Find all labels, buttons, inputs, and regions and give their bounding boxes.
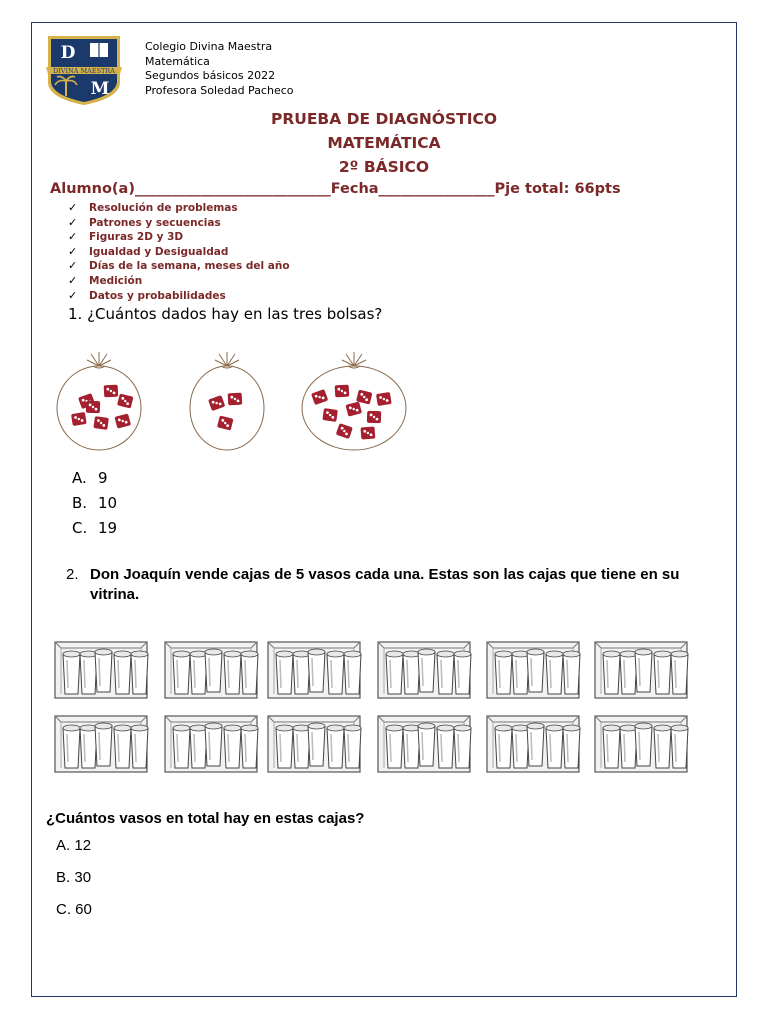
dice-bag [57,352,141,450]
glass [114,728,131,768]
glass-box [487,642,580,698]
glass [344,654,361,694]
glass-box [595,716,688,772]
glass [308,652,325,692]
glass [403,728,420,768]
school-name: Colegio Divina Maestra [145,40,273,53]
q1-option-a[interactable]: A. 9 [72,469,108,487]
glass [563,728,580,768]
glass [386,654,403,694]
die [335,385,350,398]
topic-item: ✓ Patrones y secuencias [68,215,221,229]
glass-box [268,716,361,772]
glass [224,728,241,768]
glass [512,728,529,768]
checkmark-icon: ✓ [68,288,78,302]
glass [495,654,512,694]
glass [241,728,258,768]
question-1 [68,305,382,323]
glass-box [165,642,258,698]
glass [654,654,671,694]
teacher: Profesora Soledad Pacheco [145,83,294,97]
glass [131,654,148,694]
glass [635,726,652,766]
glass [635,652,652,692]
q2-option-a[interactable]: A. 12 [56,837,92,854]
die [104,385,119,398]
glass [205,726,222,766]
glass [620,654,637,694]
checkmark-icon: ✓ [68,201,78,214]
glass [546,654,563,694]
glass [671,728,688,768]
glass [527,652,544,692]
glass-box [378,642,471,698]
glass-box [55,642,148,698]
question-2-text: Don Joaquín vende cajas de 5 vasos cada una. Estas son las cajas que tiene en su vitrina. [90,566,680,603]
q2-option-c[interactable]: C. 60 [56,901,92,918]
glass [437,654,454,694]
test-subject: MATEMÁTICA [327,134,441,152]
glass [173,728,190,768]
q1-option-b[interactable]: B. 10 [72,494,118,512]
glass [80,654,97,694]
glass [308,726,325,766]
dice-bag [302,352,406,450]
die [336,423,353,439]
die [93,416,109,430]
glass-box [595,642,688,698]
checkmark-icon: ✓ [68,215,78,229]
glass [454,728,471,768]
glass [276,654,293,694]
topic-item: ✓ Igualdad y Desigualdad [68,244,229,258]
glass [563,654,580,694]
question-2 [66,565,706,605]
topic-item: ✓ Figuras 2D y 3D [68,230,184,244]
grade-year: Segundos básicos 2022 [145,69,276,82]
glass [654,728,671,768]
subject: Matemática [145,54,210,68]
question-1-text: ¿Cuántos dados hay en las tres bolsas? [87,305,383,323]
school-logo [44,34,124,106]
die [322,408,338,422]
die [86,401,100,413]
question-1-number: 1. [68,305,83,323]
q2-option-b[interactable]: B. 30 [56,869,92,886]
glass [190,654,207,694]
glass [603,728,620,768]
topics-list [68,201,290,303]
test-title: PRUEBA DE DIAGNÓSTICO [270,110,498,128]
glass [386,728,403,768]
logo-letter-m: M [90,79,110,99]
glass [620,728,637,768]
glass [276,728,293,768]
die [376,392,392,406]
glass-box [165,716,258,772]
q1-option-c[interactable]: C. 19 [72,519,118,537]
glass [603,654,620,694]
topic-item: ✓ Días de la semana, meses del año [68,259,290,273]
glass [546,728,563,768]
die [311,389,328,405]
glass [190,728,207,768]
glass [114,654,131,694]
glass [131,728,148,768]
glass [527,726,544,766]
glass [80,728,97,768]
die [114,413,131,428]
school-info [145,40,294,98]
glass [173,654,190,694]
logo-letter-d: D [60,43,76,63]
glass [403,654,420,694]
glass [224,654,241,694]
die [71,412,87,426]
glass [454,654,471,694]
glass-boxes-illustration [50,638,700,778]
logo-ribbon-text: DIVINA MAESTRA [53,67,115,75]
glass [205,652,222,692]
glass [437,728,454,768]
topic-item: ✓ Datos y probabilidades [68,288,226,302]
glass [95,726,112,766]
die [361,427,376,440]
glass [344,728,361,768]
die [208,395,225,411]
question-2-number: 2. [66,566,79,583]
glass-box [268,642,361,698]
die [117,394,133,409]
die [217,416,233,431]
die [367,411,381,423]
glass [293,728,310,768]
checkmark-icon: ✓ [68,259,78,273]
question-2-followup: ¿Cuántos vasos en total hay en estas cajas? [46,810,365,827]
glass [512,654,529,694]
die [345,401,362,416]
dice-bags-illustration [55,348,415,458]
glass [241,654,258,694]
glass-box [55,716,148,772]
glass-box [378,716,471,772]
dice-bag [190,352,264,450]
glass [418,726,435,766]
checkmark-icon: ✓ [68,244,78,258]
topic-item: ✓ Resolución de problemas [68,201,238,214]
test-grade: 2º BÁSICO [338,158,430,176]
glass [327,728,344,768]
glass [293,654,310,694]
checkmark-icon: ✓ [68,273,78,287]
student-fields[interactable]: Alumno(a)___________________________Fecha________________Pje total: 66pts [50,181,621,197]
checkmark-icon: ✓ [68,230,78,244]
glass [95,652,112,692]
topic-item: ✓ Medición [68,273,143,287]
glass [495,728,512,768]
glass-box [487,716,580,772]
glass [418,652,435,692]
glass [671,654,688,694]
glass [63,728,80,768]
glass [327,654,344,694]
glass [63,654,80,694]
die [228,393,243,406]
